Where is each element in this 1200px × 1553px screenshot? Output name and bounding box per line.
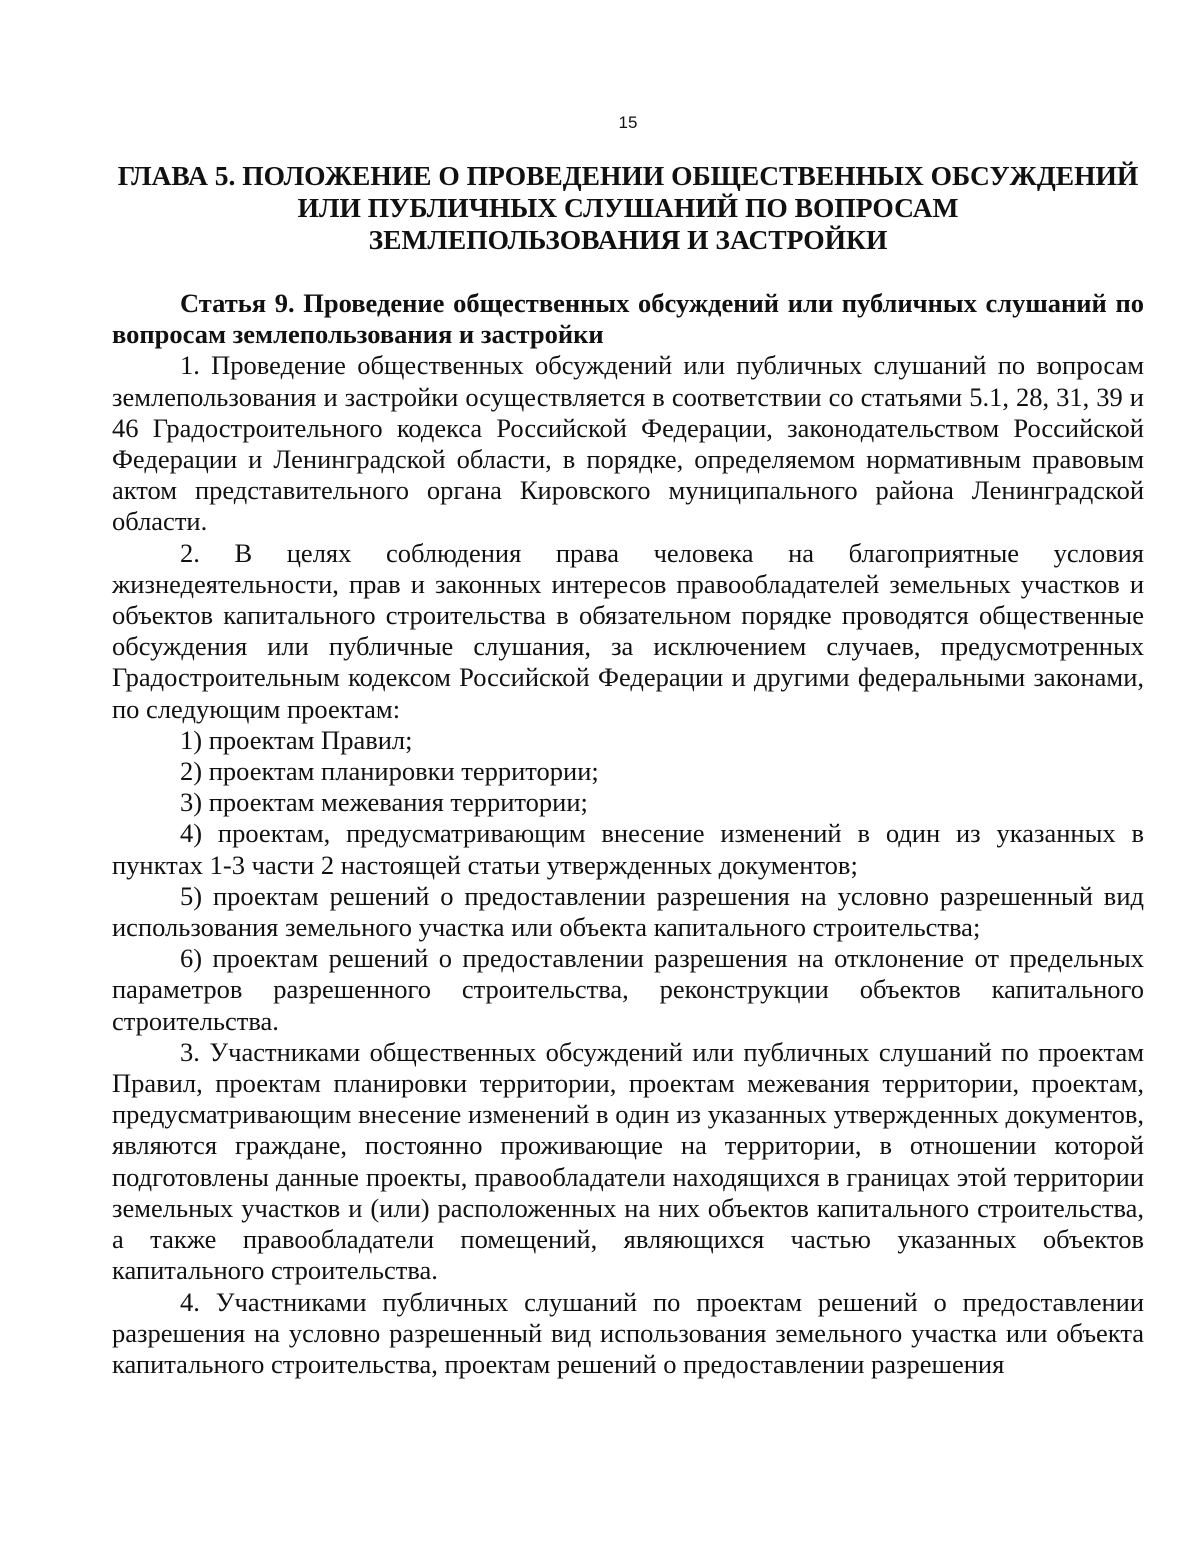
paragraph-part-1: 1. Проведение общественных обсуждений или публичных слушаний по вопросам землепользования и застройки осуществляется в соответствии со статьями 5.1, 28, 31, 39 и 46 Градостроительного кодекса Российской Федерации, законодательством Российской Федерации и Ленинградской области, в порядке, определяемом нормативным правовым актом представительного органа Кировского муниципального района Ленинградской области.: [112, 350, 1144, 537]
list-item-5: 5) проектам решений о предоставлении разрешения на условно разрешенный вид использования земельного участка или объекта капитального строительства;: [112, 880, 1144, 943]
list-item-3: 3) проектам межевания территории;: [180, 787, 588, 818]
page-number: 15: [618, 113, 638, 132]
chapter-title-line-1: ГЛАВА 5. ПОЛОЖЕНИЕ О ПРОВЕДЕНИИ ОБЩЕСТВЕННЫХ ОБСУЖДЕНИЙ: [117, 160, 1139, 191]
list-item-2: 2) проектам планировки территории;: [180, 756, 599, 787]
list-item-6: 6) проектам решений о предоставлении разрешения на отклонение от предельных параметров разрешенного строительства, реконструкции объектов капитального строительства.: [112, 943, 1144, 1036]
list-item-1: 1) проектам Правил;: [180, 724, 413, 755]
chapter-title-line-2: ИЛИ ПУБЛИЧНЫХ СЛУШАНИЙ ПО ВОПРОСАМ: [297, 192, 959, 223]
paragraph-part-2: 2. В целях соблюдения права человека на благоприятные условия жизнедеятельности, прав и законных интересов правообладателей земельных участков и объектов капитального строительства в обязательном порядке проводятся общественные обсуждения или публичные слушания, за исключением случаев, предусмотренных Градостроительным кодексом Российской Федерации и другими федеральными законами, по следующим проектам:: [112, 537, 1144, 724]
paragraph-part-3: 3. Участниками общественных обсуждений или публичных слушаний по проектам Правил, проектам планировки территории, проектам межевания территории, проектам, предусматривающим внесение изменений в один из указанных утвержденных документов, являются граждане, постоянно проживающие на территории, в отношении которой подготовлены данные проекты, правообладатели находящихся в границах этой территории земельных участков и (или) расположенных на них объектов капитального строительства, а также правообладатели помещений, являющихся частью указанных объектов капитального строительства.: [112, 1036, 1144, 1286]
document-body: [112, 288, 1144, 1380]
chapter-title-line-3: ЗЕМЛЕПОЛЬЗОВАНИЯ И ЗАСТРОЙКИ: [368, 224, 888, 255]
chapter-title: [112, 160, 1144, 256]
list-item-4: 4) проектам, предусматривающим внесение изменений в один из указанных в пунктах 1-3 части 2 настоящей статьи утвержденных документов;: [112, 818, 1144, 880]
article-title: Статья 9. Проведение общественных обсуждений или публичных слушаний по вопросам землепользования и застройки: [112, 288, 1144, 350]
paragraph-part-4: 4. Участниками публичных слушаний по проектам решений о предоставлении разрешения на условно разрешенный вид использования земельного участка или объекта капитального строительства, проектам решений о предоставлении разрешения: [112, 1286, 1144, 1379]
